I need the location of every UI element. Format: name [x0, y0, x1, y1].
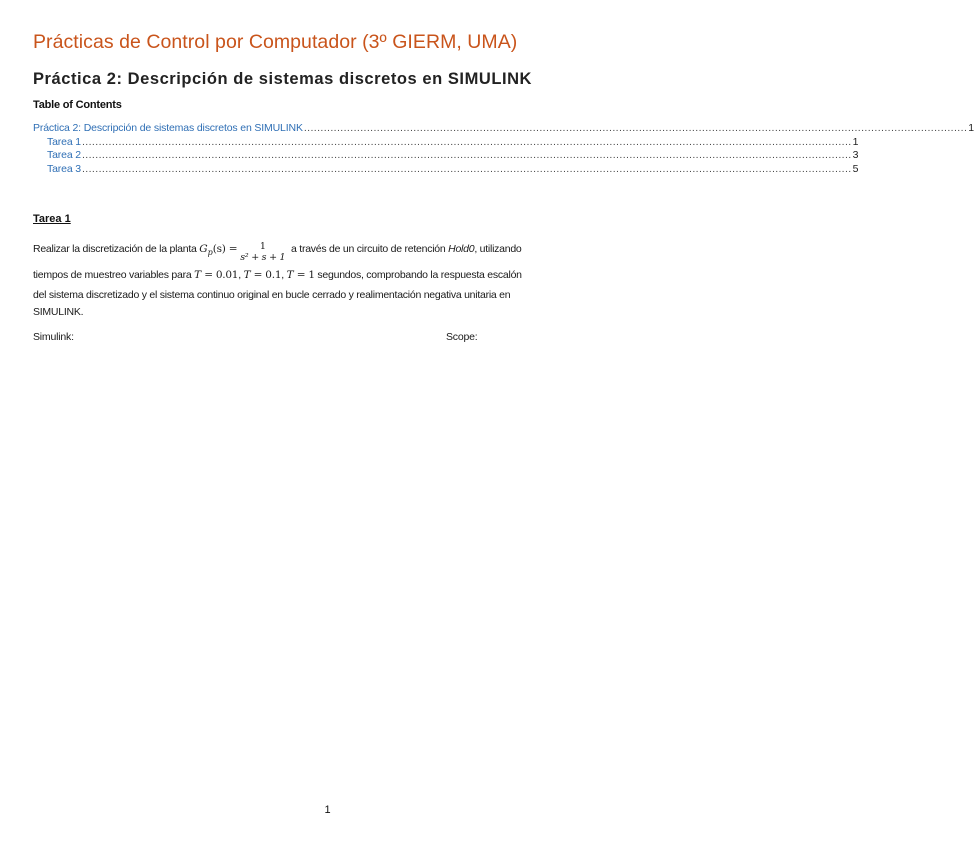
- toc-page-number: 3: [852, 149, 859, 161]
- section-title: Práctica 2: Descripción de sistemas discretos en SIMULINK: [33, 70, 533, 88]
- toc-link-tarea-1[interactable]: Tarea 1: [47, 135, 81, 148]
- t-symbol: T: [243, 269, 251, 281]
- t-value-1: = 0.01: [201, 269, 239, 281]
- text-run: Realizar la discretización de la planta: [33, 242, 200, 255]
- page-number: 1: [324, 804, 331, 816]
- toc-leader: ........................................................................................................................................................................................................................................: [81, 149, 852, 161]
- toc-leader: ........................................................................................................................................................................................................: [303, 122, 968, 134]
- task-1-paragraph-line-4: SIMULINK.: [33, 306, 84, 318]
- t-value-3: = 1: [293, 269, 315, 281]
- toc-link-tarea-3[interactable]: Tarea 3: [47, 162, 81, 175]
- scope-label: Scope:: [446, 331, 478, 343]
- task-1-title: Tarea 1: [33, 213, 71, 225]
- toc-entry-tarea-1[interactable]: [33, 135, 859, 150]
- text-run: a través de un circuito de retención: [288, 242, 449, 255]
- toc-page-number: 1: [968, 122, 974, 134]
- fraction-numerator: 1: [259, 241, 266, 252]
- page-title: Prácticas de Control por Computador (3º GIERM, UMA): [33, 31, 518, 53]
- task-1-paragraph-line-3: del sistema discretizado y el sistema continuo original en bucle cerrado y realimentación negativa unitaria en: [33, 289, 511, 301]
- task-1-paragraph-line-2: tiempos de muestreo variables para T = 0.01, T = 0.1, T = 1 segundos, comprobando la respuesta escalón: [33, 269, 522, 281]
- simulink-label: Simulink:: [33, 331, 74, 343]
- hold-name: Hold0: [448, 242, 475, 255]
- text-run: segundos, comprobando la respuesta escalón: [314, 269, 522, 281]
- toc-page-number: 1: [852, 135, 859, 148]
- toc-link-tarea-2[interactable]: Tarea 2: [47, 149, 81, 161]
- t-symbol: T: [194, 269, 202, 281]
- toc-leader: ........................................................................................................................................................................................................................................: [81, 162, 852, 175]
- toc-entry-tarea-3[interactable]: [33, 162, 859, 177]
- toc-leader: ........................................................................................................................................................................................................................................: [81, 135, 852, 148]
- toc-page-number: 5: [852, 162, 859, 175]
- toc-entry-practica-2[interactable]: [33, 122, 974, 136]
- plant-argument: (s) =: [212, 242, 238, 255]
- fraction-denominator: s² + s + 1: [240, 252, 286, 263]
- plant-symbol: G: [199, 242, 208, 255]
- task-1-paragraph-line-1: [33, 238, 633, 263]
- text-run: , utilizando: [474, 242, 522, 255]
- toc-entry-tarea-2[interactable]: [33, 149, 859, 163]
- table-of-contents: [33, 122, 974, 176]
- toc-heading: Table of Contents: [33, 99, 122, 111]
- toc-link-practica-2[interactable]: Práctica 2: Descripción de sistemas discretos en SIMULINK: [33, 122, 303, 134]
- t-value-2: = 0.1: [250, 269, 282, 281]
- plant-subscript: p: [207, 247, 213, 257]
- t-symbol: T: [286, 269, 294, 281]
- transfer-function-fraction: [240, 241, 285, 263]
- text-run: tiempos de muestreo variables para: [33, 269, 195, 281]
